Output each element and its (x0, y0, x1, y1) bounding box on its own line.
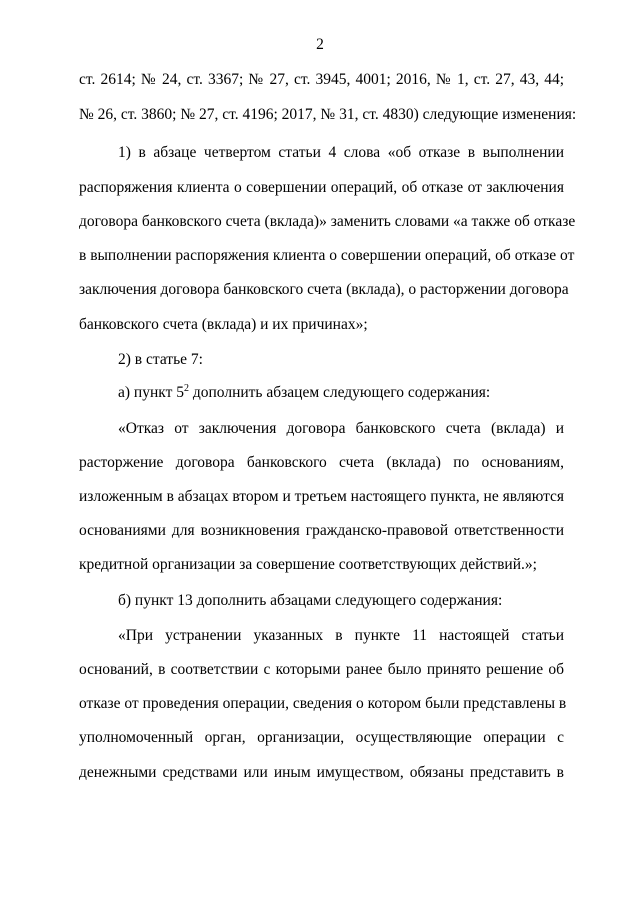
text-line: оснований, в соответствии с которыми ранее было принято решение об (79, 661, 564, 678)
paragraph-first-line: 2) в статье 7: (118, 351, 203, 368)
text-line: банковского счета (вклада) и их причинах»; (79, 316, 368, 333)
text-line: уполномоченный орган, организации, осуществляющие операции с (79, 729, 564, 746)
text-line: денежными средствами или иным имуществом, обязаны представить в (79, 764, 564, 781)
paragraph-first-line: б) пункт 13 дополнить абзацами следующего содержания: (118, 592, 503, 609)
page-number: 2 (316, 36, 324, 53)
superscript: 2 (183, 383, 189, 394)
text-line: основаниями для возникновения гражданско-правовой ответственности (79, 522, 564, 539)
text-line: заключения договора банковского счета (вклада), о расторжении договора (79, 281, 569, 298)
text-segment: дополнить абзацем следующего содержания: (188, 384, 491, 401)
paragraph-first-line: 1) в абзаце четвертом статьи 4 слова «об отказе в выполнении (118, 144, 564, 161)
text-line: в выполнении распоряжения клиента о совершении операций, об отказе от (79, 247, 575, 264)
text-line: отказе от проведения операции, сведения о котором были представлены в (79, 695, 567, 712)
text-line: распоряжения клиента о совершении операций, об отказе от заключения (79, 179, 564, 196)
paragraph-first-line: «Отказ от заключения договора банковского счета (вклада) и (118, 420, 564, 437)
text-line: изложенным в абзацах втором и третьем настоящего пункта, не являются (79, 488, 565, 505)
text-segment: а) пункт 5 (118, 384, 184, 401)
text-line: кредитной организации за совершение соответствующих действий.»; (79, 556, 537, 573)
paragraph-first-line: «При устранении указанных в пункте 11 настоящей статьи (118, 627, 564, 644)
text-line: договора банковского счета (вклада)» заменить словами «а также об отказе (79, 213, 576, 230)
text-line: № 26, ст. 3860; № 27, ст. 4196; 2017, № 31, ст. 4830) следующие изменения: (79, 106, 577, 123)
paragraph-first-line (118, 383, 564, 403)
text-line: расторжение договора банковского счета (вклада) по основаниям, (79, 454, 564, 471)
text-line: ст. 2614; № 24, ст. 3367; № 27, ст. 3945, 4001; 2016, № 1, ст. 27, 43, 44; (79, 71, 564, 88)
